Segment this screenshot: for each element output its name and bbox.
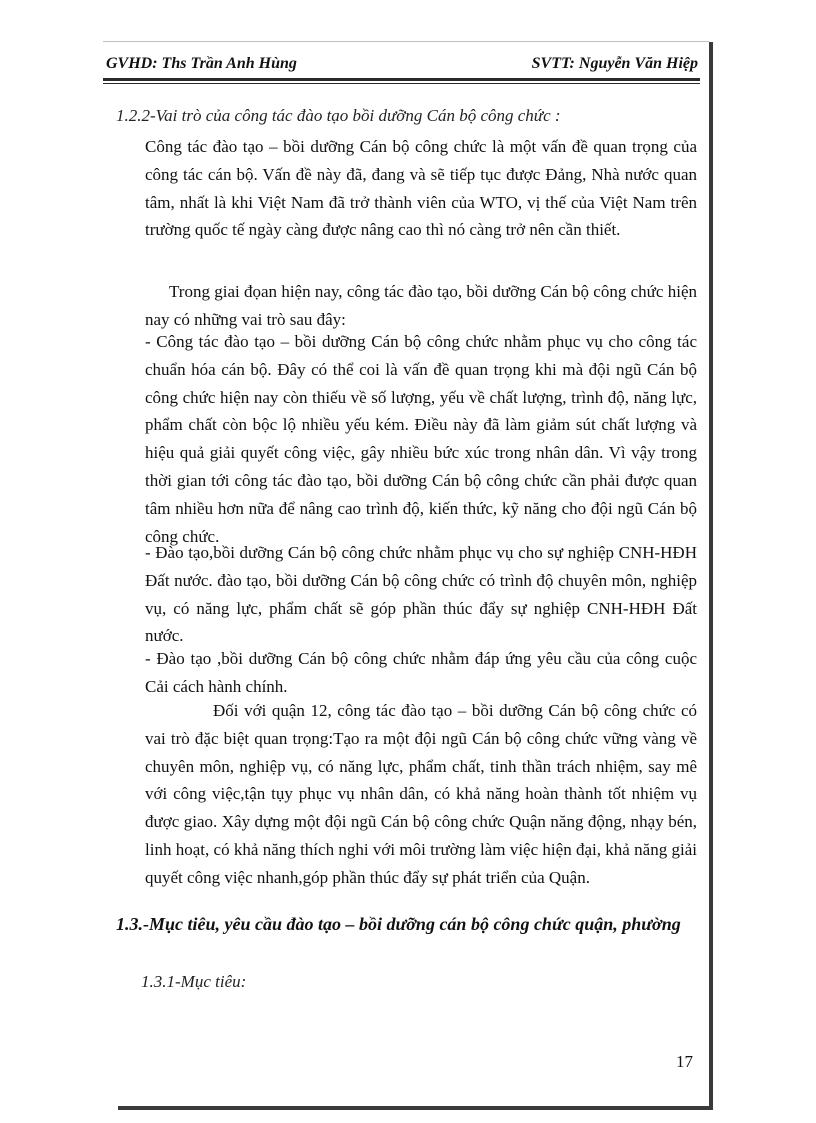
section-heading-1-3: 1.3.-Mục tiêu, yêu cầu đào tạo – bồi dưỡng cán bộ công chức quận, phường	[116, 914, 681, 934]
bullet-industrialization: - Đào tạo,bồi dưỡng Cán bộ công chức nhằm phục vụ cho sự nghiệp CNH-HĐH Đất nước. đào tạo, bồi dưỡng Cán bộ công chức có trình độ chuyên môn, nghiệp vụ, có năng lực, phẩm chất sẽ góp phần thúc đẩy sự nghiệp CNH-HĐH Đất nước.	[145, 543, 697, 646]
section-heading-1-3-1: 1.3.1-Mục tiêu:	[141, 972, 247, 991]
section-heading-1-2-2: 1.2.2-Vai trò của công tác đào tạo bồi dưỡng Cán bộ công chức :	[116, 106, 561, 125]
bullet-standardization: - Công tác đào tạo – bồi dưỡng Cán bộ công chức nhằm phục vụ cho công tác chuẩn hóa cán bộ. Đây có thể coi là vấn đề quan trọng khi mà đội ngũ Cán bộ công chức hiện nay còn thiếu về số lượng, yếu về chất lượng, trình độ, năng lực, phẩm chất còn bộc lộ nhiều yếu kém. Điều này đã làm giảm sút chất lượng và hiệu quả giải quyết công việc, gây nhiều bức xúc trong nhân dân. Vì vậy trong thời gian tới công tác đào tạo, bồi dưỡng Cán bộ công chức cần phải được quan tâm nhiều hơn nữa để nâng cao trình độ, kiến thức, kỹ năng cho đội ngũ Cán bộ công chức.	[145, 332, 697, 546]
page-shadow-right	[709, 42, 713, 1106]
header-student: SVTT: Nguyễn Văn Hiệp	[531, 55, 698, 72]
paragraph-roles-intro: Trong giai đọan hiện nay, công tác đào tạo, bồi dưỡng Cán bộ công chức hiện nay có những vai trò sau đây:	[145, 282, 697, 329]
header-advisor: GVHD: Ths Trần Anh Hùng	[106, 55, 297, 72]
paragraph-district-12: Đối với quận 12, công tác đào tạo – bồi dưỡng Cán bộ công chức có vai trò đặc biệt quan trọng:Tạo ra một đội ngũ Cán bộ công chức vững vàng về chuyên môn, nghiệp vụ, có năng lực, phẩm chất, tinh thần trách nhiệm, say mê với công việc,tận tụy phục vụ nhân dân, có khả năng hoàn thành tốt nhiệm vụ được giao. Xây dựng một đội ngũ Cán bộ công chức Quận năng động, nhạy bén, linh hoạt, có khả năng thích nghi với môi trường làm việc hiện đại, khả năng giải quyết công việc nhanh,góp phần thúc đẩy sự phát triển của Quận.	[145, 701, 697, 887]
page-border-top	[103, 41, 709, 42]
paragraph-importance: Công tác đào tạo – bồi dưỡng Cán bộ công chức là một vấn đề quan trọng của công tác cán bộ. Vấn đề này đã, đang và sẽ tiếp tục được Đảng, Nhà nước quan tâm, nhất là khi Việt Nam đã trở thành viên của WTO, vị thế của Việt Nam trên trường quốc tế ngày càng được nâng cao thì nó càng trở nên cần thiết.	[145, 137, 697, 240]
header-rule-thin	[103, 83, 700, 84]
page-header	[106, 50, 698, 78]
bullet-administrative-reform: - Đào tạo ,bồi dưỡng Cán bộ công chức nhằm đáp ứng yêu cầu của công cuộc Cải cách hành chính.	[145, 649, 697, 696]
page-number: 17	[676, 1052, 693, 1071]
page-shadow-bottom	[118, 1106, 713, 1110]
header-rule-thick	[103, 78, 700, 81]
